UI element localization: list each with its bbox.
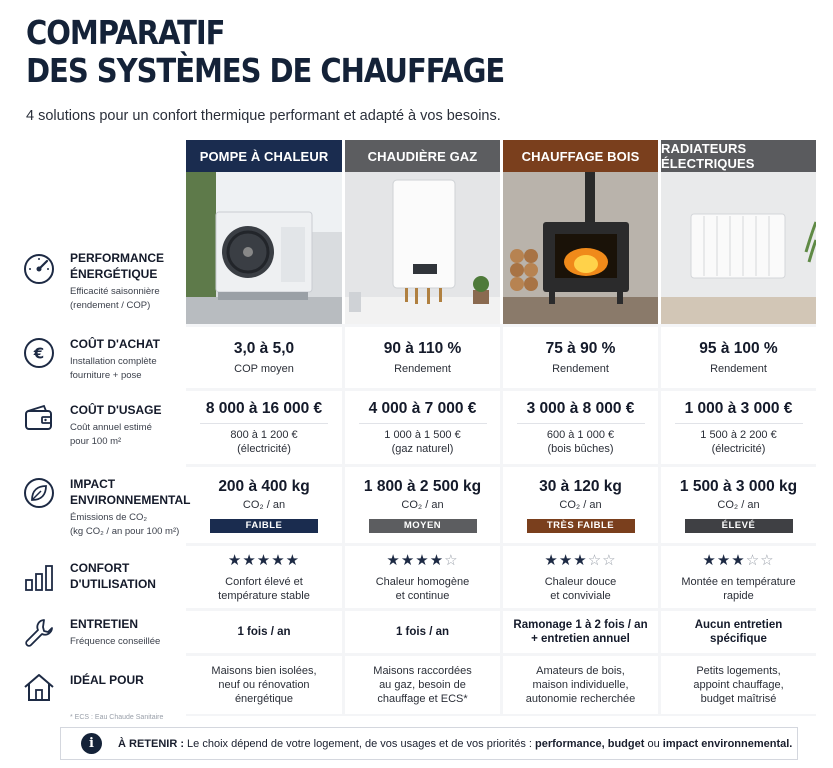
star-filled-icon: ★ <box>716 552 732 569</box>
ideal-line: Amateurs de bois, <box>536 665 625 677</box>
star-rating <box>386 551 458 569</box>
bar-chart-icon <box>22 560 56 594</box>
purchase-note: COP moyen <box>234 362 294 375</box>
usage-cell <box>661 391 816 464</box>
usage-note: (électricité) <box>711 442 766 455</box>
star-filled-icon: ★ <box>242 552 257 569</box>
impact-cell <box>661 467 816 543</box>
row-title: IDÉAL POUR <box>70 673 144 687</box>
divider <box>200 423 328 424</box>
key-takeaway-banner <box>60 727 798 760</box>
comfort-line: et conviviale <box>550 590 611 602</box>
title-line-1: COMPARATIF <box>26 13 225 52</box>
star-rating <box>228 551 300 569</box>
svg-text:€: € <box>33 344 45 363</box>
ideal-line: neuf ou rénovation <box>218 679 310 691</box>
purchase-cell <box>503 327 658 388</box>
usage-detail: 600 à 1 000 € <box>546 428 615 441</box>
impact-badge: MOYEN <box>369 519 477 533</box>
row-subtitle: fourniture + pose <box>70 370 142 381</box>
electric-radiator-image <box>661 172 816 324</box>
row-label-maintenance <box>22 616 160 650</box>
row-title: ENVIRONNEMENTAL <box>70 493 191 507</box>
usage-cell <box>186 391 342 464</box>
maintenance-line: 1 fois / an <box>237 626 291 638</box>
impact-badge: FAIBLE <box>210 519 318 533</box>
impact-value: 30 à 120 kg <box>539 477 622 495</box>
star-filled-icon: ★ <box>271 552 286 569</box>
banner-lead: À RETENIR : <box>118 737 184 750</box>
wood-stove-image <box>503 172 658 324</box>
gas-boiler-image <box>345 172 500 324</box>
row-title: PERFORMANCE <box>70 251 165 265</box>
comfort-cell <box>503 546 658 608</box>
row-subtitle: pour 100 m² <box>70 436 122 447</box>
usage-detail: 1 500 à 2 200 € <box>700 428 777 441</box>
purchase-note: Rendement <box>710 362 767 375</box>
purchase-cell <box>661 327 816 388</box>
maintenance-line: spécifique <box>710 633 767 645</box>
comfort-line: Chaleur homogène <box>375 576 470 588</box>
banner-text <box>118 738 792 750</box>
row-title: D'UTILISATION <box>70 577 156 591</box>
usage-cell <box>503 391 658 464</box>
maintenance-line: Aucun entretien <box>694 619 783 631</box>
house-icon <box>22 670 56 704</box>
ideal-line: Maisons raccordées <box>373 665 472 677</box>
ideal-line: appoint chauffage, <box>693 679 784 691</box>
divider <box>517 423 645 424</box>
star-filled-icon: ★ <box>386 552 401 569</box>
comfort-line: et continue <box>395 590 450 602</box>
banner-keyword: impact environnemental. <box>662 737 793 750</box>
ideal-line: chauffage et ECS* <box>377 693 468 705</box>
heat-pump-image <box>186 172 342 324</box>
maintenance-cell <box>503 611 658 653</box>
info-icon: i <box>81 733 102 754</box>
impact-cell <box>503 467 658 543</box>
impact-unit: CO₂ / an <box>401 498 444 511</box>
maintenance-cell <box>661 611 816 653</box>
star-filled-icon: ★ <box>400 552 416 569</box>
ideal-cell <box>186 656 342 714</box>
star-filled-icon: ★ <box>429 552 445 569</box>
ideal-cell <box>661 656 816 714</box>
usage-note: (électricité) <box>237 442 291 455</box>
usage-detail: 1 000 à 1 500 € <box>384 428 461 441</box>
impact-unit: CO₂ / an <box>242 498 286 511</box>
row-label-comfort <box>22 560 156 594</box>
star-filled-icon: ★ <box>415 552 430 569</box>
column-header-gas-boiler: CHAUDIÈRE GAZ <box>345 140 500 172</box>
ideal-line: énergétique <box>234 693 294 705</box>
impact-badge: TRÈS FAIBLE <box>527 519 635 533</box>
impact-value: 200 à 400 kg <box>218 477 310 495</box>
comfort-cell <box>186 546 342 608</box>
ideal-line: Petits logements, <box>696 665 781 677</box>
purchase-value: 90 à 110 % <box>383 339 462 357</box>
leaf-icon <box>22 476 56 510</box>
purchase-value: 3,0 à 5,0 <box>233 339 295 357</box>
row-title: COÛT D'USAGE <box>70 403 162 417</box>
ideal-cell <box>345 656 500 714</box>
star-filled-icon: ★ <box>731 552 746 569</box>
impact-value: 1 800 à 2 500 kg <box>363 477 482 495</box>
row-title: COÛT D'ACHAT <box>70 337 160 351</box>
row-title: ÉNERGÉTIQUE <box>70 267 158 281</box>
star-rating <box>702 551 774 569</box>
comfort-line: Montée en température <box>681 576 796 588</box>
row-subtitle: Fréquence conseillée <box>70 636 161 647</box>
star-filled-icon: ★ <box>573 552 588 569</box>
maintenance-line: + entretien annuel <box>531 633 630 645</box>
divider <box>359 423 487 424</box>
ideal-cell <box>503 656 658 714</box>
row-title: ENTRETIEN <box>70 617 139 631</box>
divider <box>675 423 803 424</box>
wrench-icon <box>22 616 56 650</box>
purchase-note: Rendement <box>394 362 451 375</box>
usage-detail: 800 à 1 200 € <box>230 428 298 441</box>
footnote: * ECS : Eau Chaude Sanitaire <box>70 714 164 721</box>
maintenance-cell <box>345 611 500 653</box>
usage-value: 4 000 à 7 000 € <box>368 399 477 417</box>
star-rating <box>544 551 616 569</box>
row-label-ideal <box>22 670 144 704</box>
row-title: CONFORT <box>70 561 130 575</box>
impact-value: 1 500 à 3 000 kg <box>679 477 798 495</box>
row-label-performance <box>22 250 164 312</box>
banner-connector: ou <box>644 737 663 750</box>
column-header-wood-heating: CHAUFFAGE BOIS <box>503 140 658 172</box>
ideal-line: autonomie recherchée <box>525 693 636 705</box>
impact-cell <box>345 467 500 543</box>
page-title <box>26 14 504 90</box>
comfort-line: Confort élevé et <box>225 576 303 588</box>
row-label-purchase <box>22 336 160 382</box>
usage-value: 1 000 à 3 000 € <box>684 399 793 417</box>
column-header-electric-radiators: RADIATEURS ÉLECTRIQUES <box>661 140 816 172</box>
star-empty-icon: ☆ <box>760 552 775 569</box>
row-label-usage <box>22 402 162 448</box>
ideal-line: budget maîtrisé <box>700 693 777 705</box>
row-subtitle: Efficacité saisonnière <box>70 286 160 297</box>
star-filled-icon: ★ <box>558 552 574 569</box>
column-header-heat-pump: POMPE À CHALEUR <box>186 140 342 172</box>
star-filled-icon: ★ <box>227 552 243 569</box>
impact-badge: ÉLEVÉ <box>685 519 793 533</box>
usage-note: (bois bûches) <box>547 442 614 455</box>
maintenance-cell <box>186 611 342 653</box>
star-filled-icon: ★ <box>256 552 272 569</box>
star-empty-icon: ☆ <box>745 552 761 569</box>
star-filled-icon: ★ <box>544 552 559 569</box>
row-label-impact <box>22 476 190 538</box>
star-filled-icon: ★ <box>702 552 717 569</box>
star-empty-icon: ☆ <box>587 552 603 569</box>
star-filled-icon: ★ <box>285 552 301 569</box>
purchase-note: Rendement <box>552 362 609 375</box>
comfort-line: Chaleur douce <box>544 576 617 588</box>
comfort-cell <box>661 546 816 608</box>
star-empty-icon: ☆ <box>444 552 459 569</box>
gauge-icon <box>22 250 56 284</box>
row-subtitle: (kg CO₂ / an pour 100 m²) <box>70 526 180 537</box>
comfort-line: température stable <box>218 590 310 602</box>
euro-icon <box>22 336 56 370</box>
purchase-cell <box>345 327 500 388</box>
purchase-value: 95 à 100 % <box>699 339 778 357</box>
page-subtitle: 4 solutions pour un confort thermique performant et adapté à vos besoins. <box>26 108 501 124</box>
ideal-line: maison individuelle, <box>532 679 629 691</box>
ideal-line: au gaz, besoin de <box>379 679 466 691</box>
usage-value: 8 000 à 16 000 € <box>205 399 323 417</box>
row-subtitle: Coût annuel estimé <box>70 422 152 433</box>
row-subtitle: Émissions de CO₂ <box>70 512 148 523</box>
ideal-line: Maisons bien isolées, <box>211 665 317 677</box>
row-subtitle: (rendement / COP) <box>70 300 151 311</box>
usage-cell <box>345 391 500 464</box>
banner-keyword: performance, budget <box>535 737 645 750</box>
impact-cell <box>186 467 342 543</box>
wallet-icon <box>22 402 56 436</box>
row-subtitle: Installation complète <box>70 356 157 367</box>
star-empty-icon: ☆ <box>602 552 617 569</box>
row-title: IMPACT <box>70 477 116 491</box>
impact-unit: CO₂ / an <box>717 498 760 511</box>
title-line-2: DES SYSTÈMES DE CHAUFFAGE <box>26 51 505 90</box>
maintenance-line: Ramonage 1 à 2 fois / an <box>513 619 648 631</box>
comfort-cell <box>345 546 500 608</box>
purchase-cell <box>186 327 342 388</box>
impact-unit: CO₂ / an <box>559 498 602 511</box>
usage-note: (gaz naturel) <box>391 442 454 455</box>
comfort-line: rapide <box>723 590 754 602</box>
usage-value: 3 000 à 8 000 € <box>526 399 635 417</box>
banner-body: Le choix dépend de votre logement, de vos usages et de vos priorités : <box>184 737 535 750</box>
maintenance-line: 1 fois / an <box>395 626 450 638</box>
purchase-value: 75 à 90 % <box>545 339 616 357</box>
